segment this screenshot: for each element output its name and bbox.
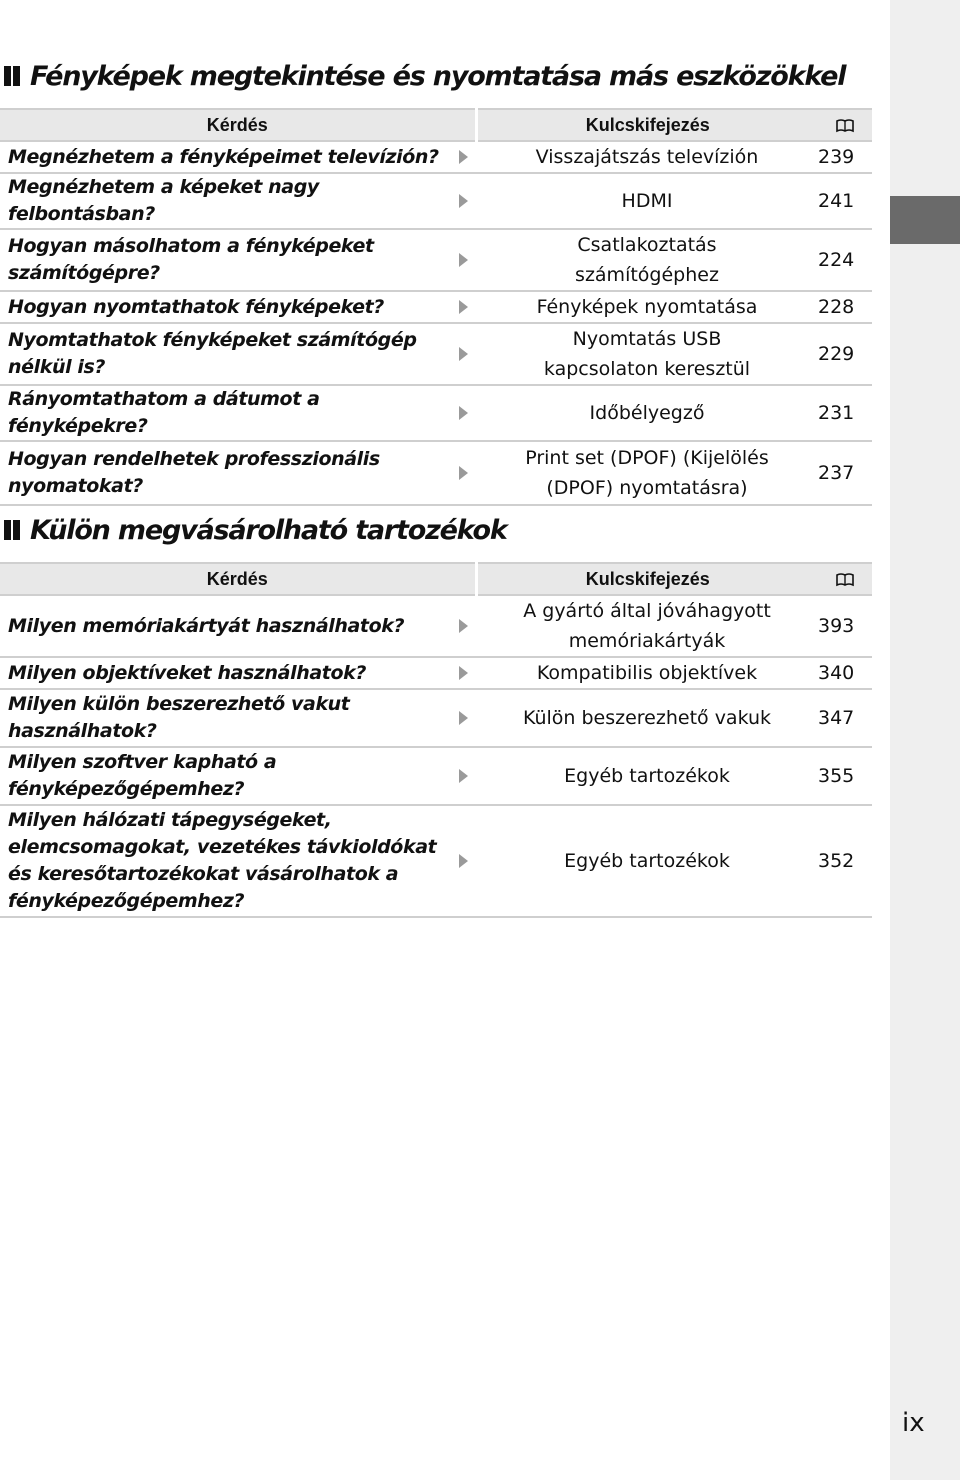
keyword-link[interactable]: Egyéb tartozékok [476,805,818,917]
arrow-right-icon [459,253,468,267]
question-cell [0,323,476,385]
keyword-link[interactable]: Időbélyegző [476,385,818,441]
question-text: Milyen külön beszerezhető vakut használhatok? [8,693,350,742]
question-cell [0,657,476,689]
question-cell [0,229,476,291]
section-heading [0,508,872,552]
question-cell [0,689,476,747]
question-cell [0,595,476,657]
section-heading [0,54,872,98]
table-row [0,595,872,657]
book-icon [835,572,855,588]
page-ref-link[interactable]: 393 [818,595,872,657]
table-row [0,173,872,229]
keyword-link[interactable]: A gyártó által jóváhagyott memóriakártyák [476,595,818,657]
keyword-link[interactable]: HDMI [476,173,818,229]
table-row [0,323,872,385]
question-text: Hogyan másolhatom a fényképeket számítógépre? [8,235,374,284]
page-ref-link[interactable]: 352 [818,805,872,917]
question-text: Nyomtathatok fényképeket számítógép nélkül is? [8,329,417,378]
table-row [0,441,872,505]
question-cell [0,173,476,229]
table-row [0,385,872,441]
question-text: Milyen hálózati tápegységeket, elemcsomagokat, vezetékes távkioldókat és keresőtartozékokat vásárolhatok a fényképezőgépemhez? [8,809,437,912]
arrow-right-icon [459,854,468,868]
keyword-link[interactable]: Fényképek nyomtatása [476,291,818,323]
arrow-right-icon [459,347,468,361]
table-row [0,229,872,291]
question-text: Milyen objektíveket használhatok? [8,661,366,684]
question-cell [0,805,476,917]
reference-table [0,562,872,918]
table-header-row [0,109,872,141]
arrow-right-icon [459,619,468,633]
question-cell [0,385,476,441]
arrow-right-icon [459,300,468,314]
page-ref-link[interactable]: 237 [818,441,872,505]
column-header-page [818,109,872,141]
keyword-link[interactable]: Print set (DPOF) (Kijelölés (DPOF) nyomtatásra) [476,441,818,505]
page-ref-link[interactable]: 228 [818,291,872,323]
page-ref-link[interactable]: 231 [818,385,872,441]
column-header-question: Kérdés [0,563,476,595]
arrow-right-icon [459,711,468,725]
column-header-keyword: Kulcskifejezés [476,563,818,595]
page-ref-link[interactable]: 347 [818,689,872,747]
arrow-right-icon [459,406,468,420]
section-title: Külön megvásárolható tartozékok [30,514,507,546]
page-ref-link[interactable]: 355 [818,747,872,805]
section-title: Fényképek megtekintése és nyomtatása más eszközökkel [30,60,846,92]
keyword-link[interactable]: Kompatibilis objektívek [476,657,818,689]
table-row [0,689,872,747]
question-text: Milyen szoftver kapható a fényképezőgépemhez? [8,751,277,800]
arrow-right-icon [459,666,468,680]
page-ref-link[interactable]: 224 [818,229,872,291]
keyword-link[interactable]: Visszajátszás televízión [476,141,818,173]
column-header-page [818,563,872,595]
column-header-question: Kérdés [0,109,476,141]
table-row [0,141,872,173]
table-row [0,747,872,805]
section-marker-icon [4,520,20,540]
question-cell [0,141,476,173]
question-text: Rányomtathatom a dátumot a fényképekre? [8,388,320,437]
section-marker-icon [4,66,20,86]
column-header-keyword: Kulcskifejezés [476,109,818,141]
question-text: Hogyan nyomtathatok fényképeket? [8,295,384,318]
keyword-link[interactable]: Egyéb tartozékok [476,747,818,805]
page-ref-link[interactable]: 239 [818,141,872,173]
page-ref-link[interactable]: 241 [818,173,872,229]
table-row [0,657,872,689]
question-cell [0,747,476,805]
arrow-right-icon [459,194,468,208]
arrow-right-icon [459,466,468,480]
book-icon [835,118,855,134]
question-text: Milyen memóriakártyát használhatok? [8,614,405,637]
page-number: ix [902,1408,925,1438]
table-row [0,805,872,917]
question-cell [0,441,476,505]
keyword-link[interactable]: Csatlakoztatás számítógéphez [476,229,818,291]
arrow-right-icon [459,769,468,783]
table-row [0,291,872,323]
table-header-row [0,563,872,595]
keyword-link[interactable]: Külön beszerezhető vakuk [476,689,818,747]
reference-table [0,108,872,506]
question-text: Hogyan rendelhetek professzionális nyomatokat? [8,448,380,497]
page-ref-link[interactable]: 340 [818,657,872,689]
page-ref-link[interactable]: 229 [818,323,872,385]
chapter-tab [890,196,960,244]
keyword-link[interactable]: Nyomtatás USB kapcsolaton keresztül [476,323,818,385]
question-cell [0,291,476,323]
section-viewing-printing [0,54,872,506]
section-accessories [0,508,872,918]
question-text: Megnézhetem a fényképeimet televízión? [8,145,439,168]
question-text: Megnézhetem a képeket nagy felbontásban? [8,176,319,225]
arrow-right-icon [459,150,468,164]
